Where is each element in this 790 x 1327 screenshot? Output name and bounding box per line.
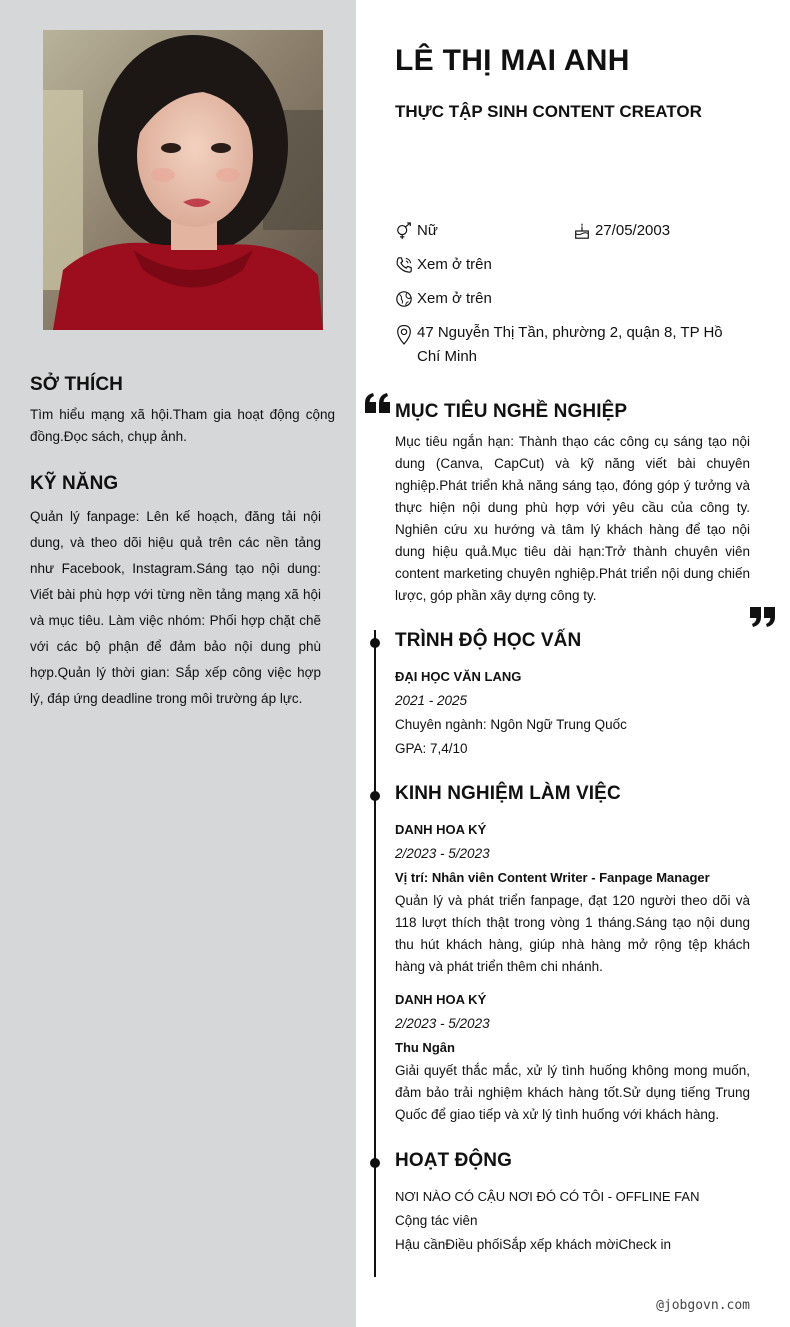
experience-company: DANH HOA KÝ bbox=[395, 992, 487, 1007]
skills-title: KỸ NĂNG bbox=[30, 473, 119, 494]
activity-entry bbox=[395, 1185, 750, 1257]
website-row bbox=[395, 287, 492, 311]
footer-brand[interactable]: @jobgovn.com bbox=[656, 1298, 750, 1313]
activities-title: HOẠT ĐỘNG bbox=[395, 1150, 513, 1171]
experience-company: DANH HOA KÝ bbox=[395, 822, 487, 837]
experience-position: Vị trí: Nhân viên Content Writer - Fanpage Manager bbox=[395, 870, 710, 885]
education-entry bbox=[395, 665, 750, 761]
phone-value: Xem ở trên bbox=[417, 256, 492, 273]
timeline-dot-activities bbox=[370, 1158, 380, 1168]
timeline-dot-experience bbox=[370, 791, 380, 801]
portrait-image bbox=[43, 30, 323, 330]
main-content bbox=[356, 0, 790, 1327]
experience-description: Quản lý và phát triển fanpage, đạt 120 người theo dõi và 118 lượt thích thật trong vòng 1 tháng.Sáng tạo nội dung thu hút khách hàng, giúp nhà hàng mở rộng tệp khách hàng và phát triển thêm chi nhánh. bbox=[395, 893, 750, 974]
birthday-value: 27/05/2003 bbox=[595, 222, 671, 239]
candidate-name: LÊ THỊ MAI ANH bbox=[395, 44, 630, 77]
hobbies-text: Tìm hiểu mạng xã hội.Tham gia hoạt động cộng đồng.Đọc sách, chụp ảnh. bbox=[30, 407, 335, 444]
job-title: THỰC TẬP SINH CONTENT CREATOR bbox=[395, 102, 702, 121]
globe-icon bbox=[395, 290, 413, 308]
experience-position: Thu Ngân bbox=[395, 1040, 455, 1055]
school-name: ĐẠI HỌC VĂN LANG bbox=[395, 669, 522, 684]
phone-row bbox=[395, 253, 492, 277]
timeline-line bbox=[374, 630, 376, 1277]
experience-item bbox=[395, 818, 750, 978]
objective-title: MỤC TIÊU NGHỀ NGHIỆP bbox=[395, 401, 628, 422]
experience-title: KINH NGHIỆM LÀM VIỆC bbox=[395, 783, 621, 804]
gender-row bbox=[395, 219, 438, 243]
timeline-dot-education bbox=[370, 638, 380, 648]
birthday-row bbox=[573, 219, 670, 243]
activity-event: NƠI NÀO CÓ CẬU NƠI ĐÓ CÓ TÔI - OFFLINE FAN bbox=[395, 1189, 700, 1204]
experience-description: Giải quyết thắc mắc, xử lý tình huống không mong muốn, đảm bảo trải nghiệm khách hàng tốt.Sử dụng tiếng Trung Quốc để giao tiếp và xử lý tình huống với khách hàng. bbox=[395, 1063, 750, 1122]
education-period: 2021 - 2025 bbox=[395, 693, 468, 708]
profile-photo bbox=[43, 30, 323, 330]
activity-role: Cộng tác viên bbox=[395, 1213, 478, 1228]
education-title: TRÌNH ĐỘ HỌC VẤN bbox=[395, 630, 582, 651]
website-value: Xem ở trên bbox=[417, 290, 492, 307]
skills-text: Quản lý fanpage: Lên kế hoạch, đăng tải nội dung, và theo dõi hiệu quả trên các nền tảng như Facebook, Instagram.Sáng tạo nội dung: Viết bài phù hợp với từng nền tảng mạng xã hội và mục tiêu. Làm việc nhóm: Phối hợp chặt chẽ với các bộ phận để đảm bảo nội dung phù hợp.Quản lý thời gian: Sắp xếp công việc hợp lý, đáp ứng deadline trong môi trường áp lực. bbox=[30, 509, 321, 706]
activity-tasks: Hậu cầnĐiều phốiSắp xếp khách mờiCheck in bbox=[395, 1237, 672, 1252]
experience-period: 2/2023 - 5/2023 bbox=[395, 1016, 490, 1031]
cake-icon bbox=[573, 222, 591, 240]
gender-icon bbox=[395, 222, 413, 240]
address-row bbox=[395, 321, 750, 369]
quote-open-icon bbox=[364, 392, 392, 414]
education-major: Chuyên ngành: Ngôn Ngữ Trung Quốc bbox=[395, 717, 627, 732]
address-value: 47 Nguyễn Thị Tần, phường 2, quận 8, TP Hồ Chí Minh bbox=[417, 324, 723, 365]
quote-close-icon bbox=[748, 606, 776, 628]
objective-text: Mục tiêu ngắn hạn: Thành thạo các công cụ sáng tạo nội dung (Canva, CapCut) và kỹ năng viết bài chuyên nghiệp.Phát triển khả năng sáng tạo, đóng góp ý tưởng và thực hiện nội dung phù hợp với yêu cầu của công ty. Nghiên cứu xu hướng và tâm lý khách hàng để tạo nội dung hiệu quả.Mục tiêu dài hạn:Trở thành chuyên viên content marketing chuyên nghiệp.Phát triển nội dung chiến lược, góp phần xây dựng công ty. bbox=[395, 434, 750, 603]
hobbies-title: SỞ THÍCH bbox=[30, 374, 124, 395]
location-pin-icon bbox=[395, 324, 413, 346]
sidebar bbox=[0, 0, 356, 1327]
education-gpa: GPA: 7,4/10 bbox=[395, 741, 468, 756]
phone-icon bbox=[395, 256, 413, 274]
experience-item bbox=[395, 988, 750, 1126]
experience-period: 2/2023 - 5/2023 bbox=[395, 846, 490, 861]
gender-value: Nữ bbox=[417, 222, 438, 239]
